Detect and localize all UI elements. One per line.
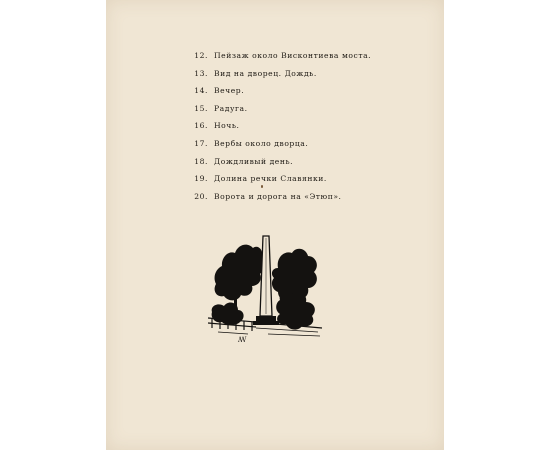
item-number: 13.	[194, 68, 208, 78]
item-number: 19.	[194, 174, 208, 184]
left-tree	[215, 245, 265, 301]
item-title: Вечер.	[214, 86, 245, 96]
item-number: 12.	[194, 51, 208, 60]
item-number: 15.	[194, 103, 208, 113]
item-number: 16.	[194, 121, 208, 131]
contents-item	[191, 139, 371, 157]
contents-item	[191, 104, 371, 122]
paper-speck	[261, 185, 263, 188]
item-number: 18.	[194, 156, 208, 166]
contents-item	[191, 192, 371, 210]
contents-item	[191, 157, 371, 175]
contents-item	[191, 86, 371, 104]
contents-list	[191, 51, 371, 209]
item-title: Радуга.	[214, 103, 248, 113]
svg-text:ꟿ: ꟿ	[238, 336, 247, 344]
contents-item	[191, 174, 371, 192]
item-title: Ворота и дорога на «Этюп».	[214, 191, 342, 201]
item-title: Вид на дворец. Дождь.	[214, 68, 317, 78]
obelisk-landscape-vignette-icon	[208, 228, 326, 346]
item-title: Долина речки Славянки.	[214, 174, 327, 184]
contents-item	[191, 51, 371, 69]
item-title: Дождливый день.	[214, 156, 294, 166]
item-number: 17.	[194, 138, 208, 148]
item-title: Вербы около дворца.	[214, 138, 309, 148]
book-page	[106, 0, 444, 450]
contents-item	[191, 69, 371, 87]
contents-item	[191, 121, 371, 139]
item-number: 20.	[194, 191, 208, 201]
item-title: Пейзаж около Висконтиева моста.	[214, 51, 372, 60]
item-number: 14.	[194, 86, 208, 96]
item-title: Ночь.	[214, 121, 240, 131]
